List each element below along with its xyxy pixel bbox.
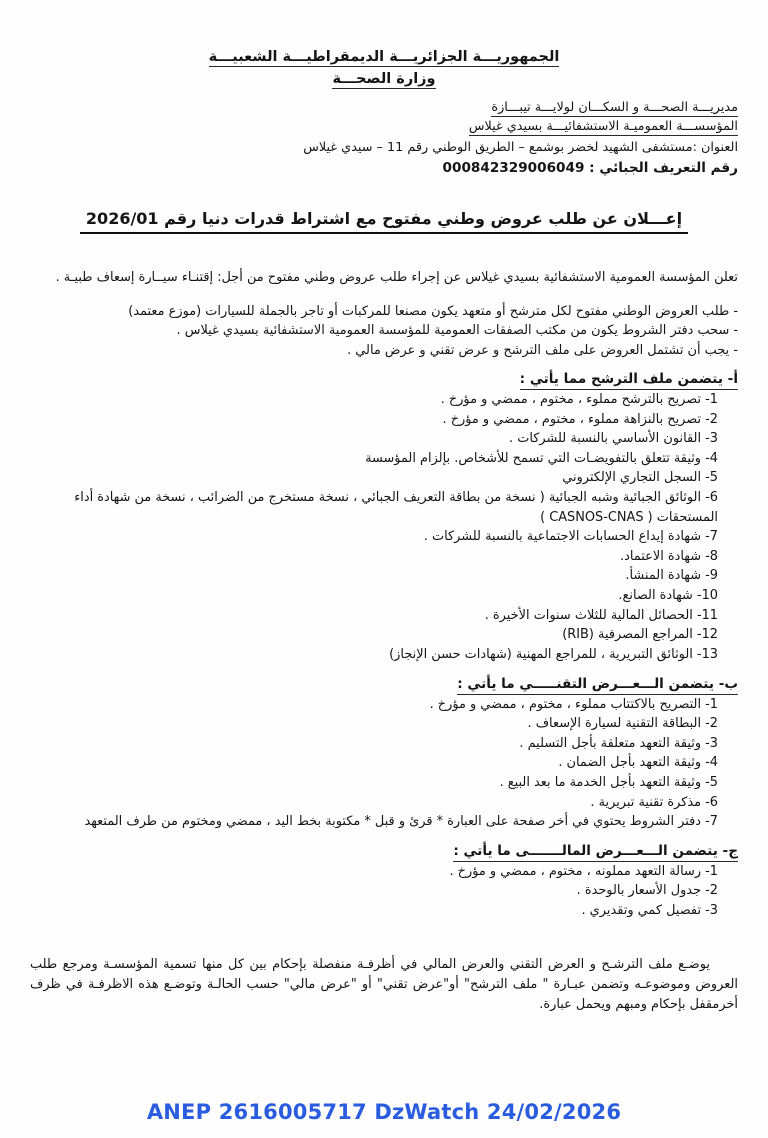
section-technical-offer: [30, 676, 738, 832]
list-item: 2- البطاقة التقنية لسيارة الإسعاف .: [527, 716, 718, 732]
conditions-list: [30, 302, 738, 360]
hospital-address: العنوان :مستشفى الشهيد لخضر بوشمع – الطريق الوطني رقم 11 – سيدي غيلاس: [303, 140, 738, 156]
list-item: 4- وثيقة تتعلق بالتفويضـات التي تسمح للأشخاص. بإلزام المؤسسة: [365, 450, 718, 466]
header-republic-line: [30, 46, 738, 68]
directorate-title: مديريـــة الصحـــة و السكـــان لولايـــة تيبـــازة: [491, 99, 738, 115]
list-item: 12- المراجع المصرفية (RIB): [562, 627, 718, 643]
republic-title: الجمهوريـــة الجزائريـــة الديمقراطيـــة الشعبيـــة: [208, 49, 560, 65]
list-item: 2- تصريح بالنزاهة مملوء ، مختوم ، ممضي و مؤرخ .: [442, 411, 718, 427]
section-c-heading: ج- يتضمن الـــعـــرض المالـــــــى ما يأتي :: [453, 843, 738, 862]
section-heading-row: [30, 371, 738, 387]
ministry-title: وزارة الصحـــة: [332, 71, 436, 88]
list-item: 13- الوثائق التبريرية ، للمراجع المهنية (شهادات حسن الإنجاز): [389, 646, 718, 662]
section-candidacy-file: [30, 371, 738, 665]
list-item: 1- تصريح بالترشح مملوء ، مختوم ، ممضي و مؤرخ .: [440, 392, 718, 407]
list-item: 1- التصريح بالاكتتاب مملوء ، مختوم ، ممضي و مؤرخ .: [429, 696, 718, 712]
section-heading-row: [30, 843, 738, 859]
list-item: 3- تفصيل كمي وتقديري .: [581, 903, 718, 919]
list-item: 3- القانون الأساسي بالنسبة للشركات .: [509, 431, 718, 447]
condition-item: - يجب أن تشتمل العروض على ملف الترشح و عرض تقني و عرض مالي .: [347, 342, 738, 358]
list-item: 7- شهادة إيداع الحسابات الاجتماعية بالنسبة للشركات .: [423, 529, 718, 545]
list-item: 5- وثيقة التعهد بأجل الخدمة ما بعد البيع .: [499, 774, 718, 790]
list-item: 5- السجل التجاري الإلكتروني: [562, 470, 718, 486]
section-heading-row: [30, 676, 738, 692]
notice-title-row: [30, 209, 738, 234]
list-item: 7- دفتر الشروط يحتوي في أخر صفحة على العبارة * قرئ و قبل * مكتوبة بخط اليد ، ممضي ومختوم من طرف المتعهد: [84, 814, 718, 830]
section-b-heading: ب- يتضمن الـــعـــرض التقنـــــي ما يأتي :: [457, 676, 738, 695]
section-a-heading: أ- يتضمن ملف الترشح مما يأتي :: [520, 371, 738, 390]
list-item: 4- وثيقة التعهد بأجل الضمان .: [558, 755, 718, 771]
intro-paragraph: تعلن المؤسسة العمومية الاستشفائية بسيدي غيلاس عن إجراء طلب عروض وطني مفتوح من أجل: إقتنـاء سيــارة إسعاف طبيـة .: [55, 269, 738, 285]
list-item: 1- رسالة التعهد مملونه ، مختوم ، ممضي و مؤرخ .: [449, 863, 718, 879]
institution-title: المؤسســـة العموميـة الاستشفائيـــة بسيدي غيلاس: [468, 119, 738, 135]
list-item: 11- الحصائل المالية للثلاث سنوات الأخيرة .: [484, 607, 718, 623]
list-item: 6- الوثائق الجبائية وشبه الجبائية ( نسخة من بطاقة التعريف الجبائي ، نسخة مستخرج من الضرائب ، نسخة من شهادة أداء المستحقات ( CASNOS-CNAS ): [74, 490, 718, 525]
list-item: 6- مذكرة تقنية تبريرية .: [590, 794, 718, 810]
list-item: 3- وثيقة التعهد متعلقة بأجل التسليم .: [519, 735, 718, 751]
condition-item: - سحب دفتر الشروط يكون من مكتب الصفقات العمومية للمؤسسة العمومية الاستشفائية بسيدي غيلاس .: [176, 323, 738, 339]
section-financial-offer: [30, 843, 738, 921]
header-ministry-line: [30, 68, 738, 90]
list-item: 8- شهادة الاعتماد.: [620, 548, 718, 564]
list-item: 2- جدول الأسعار بالوحدة .: [576, 883, 718, 899]
header-institution-line: [30, 117, 738, 136]
notice-title: إعـــلان عن طلب عروض وطني مفتوح مع اشتراط قدرات دنيا رقم 2026/01: [80, 209, 688, 234]
list-item: 9- شهادة المنشأ.: [625, 568, 718, 584]
tax-identification-number: رقم التعريف الجبائي : 000842329006049: [442, 159, 738, 176]
header-directorate-line: [30, 98, 738, 117]
condition-item: - طلب العروض الوطني مفتوح لكل مترشح أو متعهد يكون مصنعا للمركبات أو تاجر بالجملة للسيارات (موزع معتمد): [128, 303, 738, 319]
anep-reference-footer: ANEP 2616005717 DzWatch 24/02/2026: [146, 1100, 622, 1124]
list-item: 10- شهادة الصانع.: [618, 588, 718, 604]
envelope-instructions-paragraph: يوضـع ملف الترشـح و العرض التقني والعرض المالي في أظرفـة منفصلة بإحكام بين كل منها تسمية المؤسسـة ومرجع طلب العروض وموضوعـه وتضمن عبـارة " ملف الترشح" أو"عرض تقني" أو "عرض مالي" حسب الحالـة وتوضـع هذه الاظرفـة في ظرف أخرمقفل بإحكام ومبهم ويحمل عبارة.: [30, 956, 738, 1013]
